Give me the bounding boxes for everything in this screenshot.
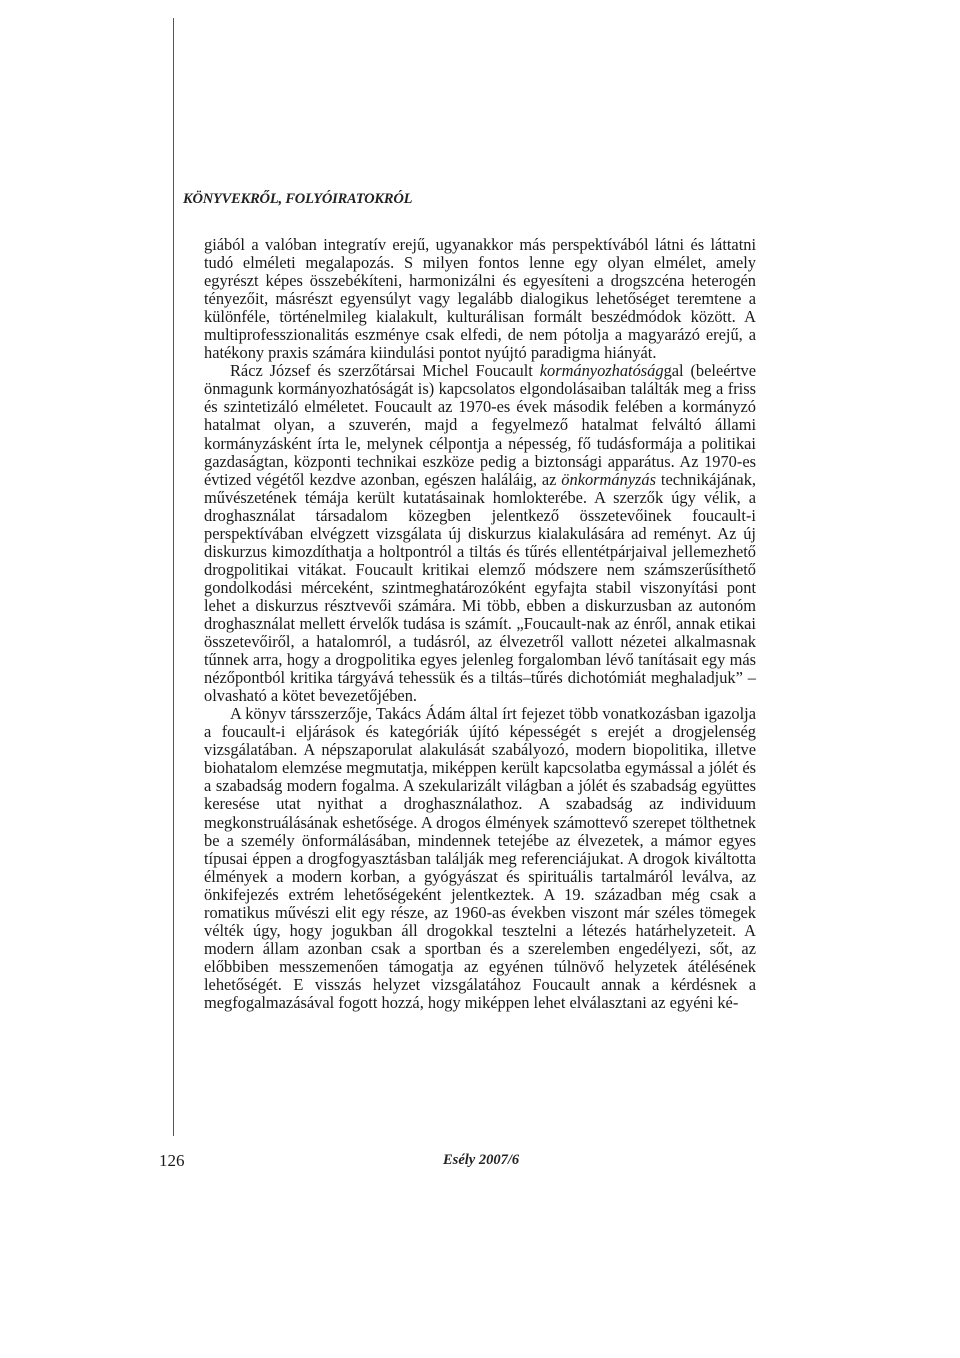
- text-segment: giából a valóban integratív erejű, ugyanakkor más perspektívából látni és láttatni tudó elméleti megalapozás. S milyen fontos lenne egy olyan elmélet, amely egyrészt képes összebékíteni, harmonizálni és egyesíteni a drogszcéna heterogén tényezőit, másrészt egyensúlyt vagy legalább dialogikus lehetőséget teremtene a különféle, történelmileg kialakult, kulturálisan formált beszédmódok között. A multiprofesszionalitás eszménye csak elfedi, de nem pótolja a magyarázó erejű, a hatékony praxis számára kiindulási pontot nyújtó paradigma hiányát.: [204, 235, 756, 363]
- page-number: 126: [159, 1151, 185, 1170]
- text-segment: Rácz József és szerzőtársai Michel Foucault: [230, 361, 540, 381]
- text-segment: technikájának, művészetének témája került kutatásainak homlokterébe. A szerzők úgy vélik, a droghasználat társadalom közegben jelentkező összetevőinek foucault-i perspektívában elvégzett vizsgálata új diskurzus kialakulására ad reményt. Az új diskurzus kimozdíthatja a holtpontról a tiltás és tűrés ellentétpárjaival jellemezhető drogpolitikai vitákat. Foucault kritikai elemző módszere nem számszerűsíthető gondolkodási mérceként, szintmeghatározóként egyfajta stabil viszonyítási pont lehet a diskurzus résztvevői számára. Mi több, ebben a diskurzusban az autonóm droghasználat mellett érvelők tudása is számít. „Foucault-nak az énről, annak etikai összetevőiről, a hatalomról, a tudásról, az élvezetről vallott nézetei alkalmasnak tűnnek arra, hogy a drogpolitika egyes jelenleg forgalomban lévő tanításait egy más nézőpontból kritika tárgyává tehessük és a tiltás–tűrés dichotómiát meghaladjuk” – olvasható a kötet bevezetőjében.: [204, 469, 756, 706]
- journal-footer: Esély 2007/6: [443, 1152, 520, 1168]
- text-segment: gal (beleértve önmagunk kormányozhatóságát is) kapcsolatos elgondolásaiban találták meg a friss és szintetizáló elméletet. Foucault az 1970-es évek második felében a kormányzó hatalmat olyan, a szuverén, majd a fegyelmező hatalmat felváltó állami kormányzásként írta le, melynek célpontja a népesség, fő tudásformája a politikai gazdaságtan, központi technikai eszköze pedig a biztonsági apparátus. Az 1970-es évtized végétől kezdve azonban, egészen haláláig, az: [204, 361, 756, 489]
- text-segment-italic: önkormányzás: [561, 469, 656, 489]
- paragraph: [204, 362, 756, 705]
- running-head: KÖNYVEKRŐL, FOLYÓIRATOKRÓL: [183, 191, 413, 207]
- text-segment: A könyv társszerzője, Takács Ádám által írt fejezet több vonatkozásban igazolja a foucault-i eljárások és kategóriák újító képességét s erejét a drogjelenség vizsgálatában. A népszaporulat alakulását szabályozó, modern biopolitika, illetve biohatalom elemzése megmutatja, miképpen került kapcsolatba egymással a jólét és a szabadság modern fogalma. A szekularizált világban a jólét és szabadság együttes keresése utat nyithat a droghasználathoz. A szabadság az individuum megkonstruálásának eshetősége. A drogos élmények számottevő szerepet tölthetnek be a személy önformálásában, mindennek tetejébe az élvezetek, a mámor egyes típusai éppen a drogfogyasztásban találják meg referenciájukat. A drogok kiváltotta élmények a modern korban, a gyógyászat és spirituális tartalmáról leválva, az önkifejezés extrém lehetőségeként jelentkeztek. A 19. században még csak a romatikus művészi elit egy része, az 1960-as években viszont már széles tömegek vélték úgy, hogy jogukban áll drogokkal tesztelni a létezés határhelyzeteit. A modern állam azonban csak a sportban és a szerelemben engedélyezi, sőt, az előbbiben messzemenően támogatja az egyénen túlnövő helyzetek átélésének lehetőségét. E visszás helyzet vizsgálatához Foucault annak a kérdésnek a megfogalmazásával fogott hozzá, hogy miképpen lehet elválasztani az egyéni ké-: [204, 704, 756, 1012]
- paragraph: [204, 705, 756, 1012]
- margin-rule: [173, 18, 174, 1136]
- paragraph: [204, 236, 756, 362]
- text-segment-italic: kormányozhatóság: [539, 361, 664, 381]
- body-text: [204, 236, 756, 1012]
